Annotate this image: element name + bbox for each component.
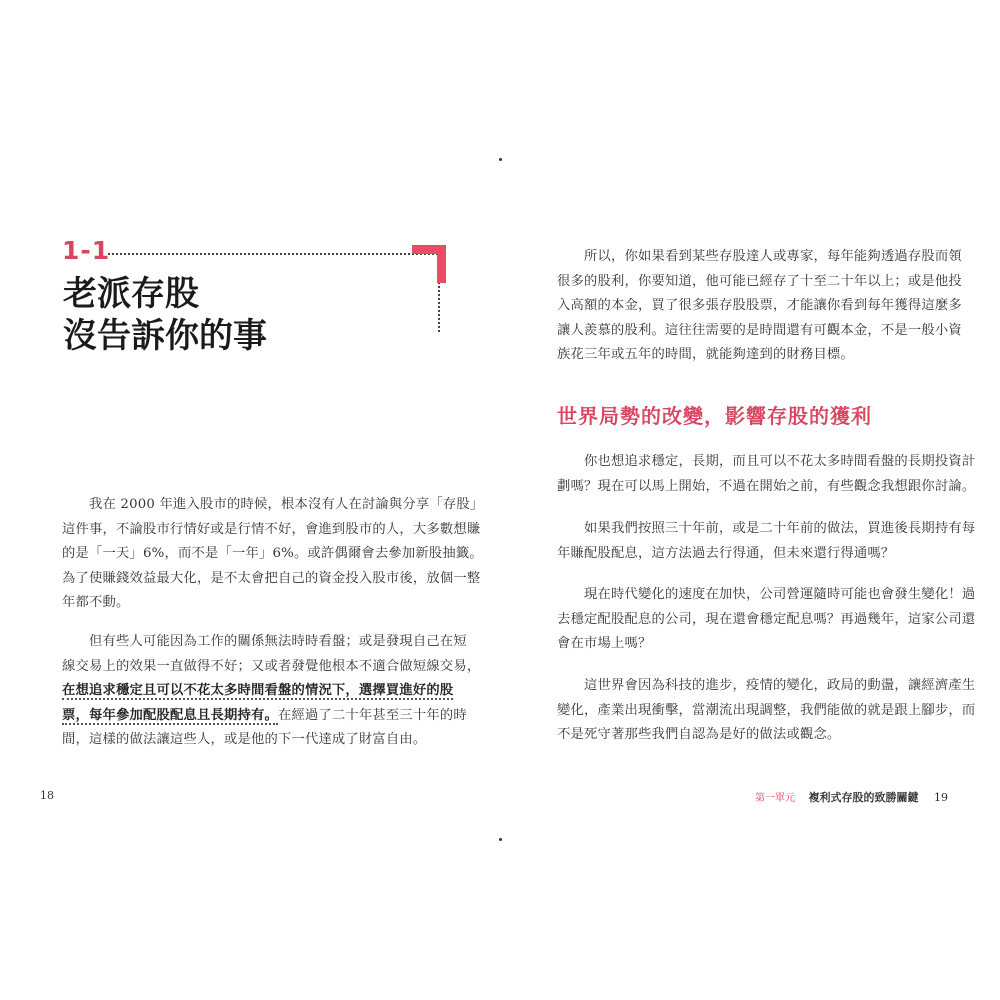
text-line: 的是「一天」6%，而不是「一年」6%。或許偶爾會去參加新股抽籤。	[62, 546, 483, 562]
text-line: 年賺配股配息，這方法過去行得通，但未來還行得通嗎？	[557, 545, 895, 561]
text-line: 為了使賺錢效益最大化，是不太會把自己的資金投入股市後，放個一整	[62, 570, 481, 586]
body-paragraph	[557, 245, 962, 368]
text-line: 年都不動。	[62, 595, 130, 611]
text-line: 間，這樣的做法讓這些人，或是他的下一代達成了財富自由。	[62, 732, 427, 748]
text-line: 去穩定配股配息的公司，現在還會穩定配息嗎？再過幾年，這家公司還	[557, 611, 976, 627]
text-segment: 在經過了二十年甚至三十年的時	[277, 707, 467, 723]
footer-unit-label: 第一單元	[755, 793, 795, 804]
footer-book-section: 複利式存股的致勝關鍵	[808, 791, 919, 804]
text-line: 線交易上的效果一直做得不好；又或者發覺他根本不適合做短線交易，	[62, 658, 481, 674]
text-line: 但有些人可能因為工作的關係無法時時看盤；或是發現自己在短	[89, 634, 467, 649]
running-footer	[755, 789, 948, 805]
text-line: 我在 2000 年進入股市的時候，根本沒有人在討論與分享「存股」	[89, 497, 484, 512]
text-line: 很多的股利，你要知道，他可能已經存了十至二十年以上；或是他投	[557, 273, 962, 289]
chapter-number: 1-1	[62, 236, 111, 265]
text-line: 不是死守著那些我們自認為是好的做法或觀念。	[557, 727, 841, 743]
text-line: 讓人羨慕的股利。這往往需要的是時間還有可觀本金，不是一般小資	[557, 322, 962, 338]
chapter-title-line: 沒告訴你的事	[63, 316, 267, 356]
highlighted-text: 票，每年參加配股配息且長期持有。	[62, 707, 278, 723]
body-paragraph	[557, 517, 975, 566]
heading-dotted-rule	[108, 253, 438, 255]
text-line: 這件事，不論股市行情好或是行情不好，會進到股市的人，大多數想賺	[62, 521, 481, 537]
chapter-title	[63, 273, 423, 357]
text-line: 這世界會因為科技的進步，疫情的變化，政局的動盪，讓經濟產生	[584, 678, 976, 693]
text-line: 會在市場上嗎？	[557, 636, 652, 652]
highlighted-text: 在想追求穩定且可以不花太多時間看盤的情況下，選擇買進好的股	[62, 683, 454, 699]
text-line: 劃嗎？現在可以馬上開始，不過在開始之前，有些觀念我想跟你討論。	[557, 478, 976, 494]
text-line: 族花三年或五年的時間，就能夠達到的財務目標。	[557, 347, 854, 363]
text-line: 你也想追求穩定，長期，而且可以不花太多時間看盤的長期投資計	[584, 454, 976, 469]
text-line: 所以，你如果看到某些存股達人或專家，每年能夠透過存股而領	[584, 249, 962, 264]
text-line	[62, 679, 480, 704]
text-line: 變化，產業出現衝擊，當潮流出現調整，我們能做的就是跟上腳步，而	[557, 702, 976, 718]
text-line: 現在時代變化的速度在加快，公司營運隨時可能也會發生變化！過	[584, 587, 976, 602]
page-number-left: 18	[40, 789, 54, 802]
section-subheading: 世界局勢的改變，影響存股的獲利	[557, 404, 872, 428]
text-line: 入高額的本金，買了很多張存股股票，才能讓你看到每年獲得這麼多	[557, 298, 962, 314]
body-paragraph	[62, 493, 483, 616]
crop-dot-top	[499, 158, 502, 161]
page-number-right: 19	[934, 791, 948, 804]
crop-dot-bottom	[499, 838, 502, 841]
body-paragraph	[557, 450, 975, 499]
body-paragraph	[557, 674, 975, 748]
body-paragraph	[62, 630, 480, 753]
chapter-title-line: 老派存股	[63, 274, 199, 314]
text-line	[62, 704, 480, 729]
text-line: 如果我們按照三十年前，或是二十年前的做法，買進後長期持有每	[584, 521, 976, 536]
body-paragraph	[557, 583, 975, 657]
